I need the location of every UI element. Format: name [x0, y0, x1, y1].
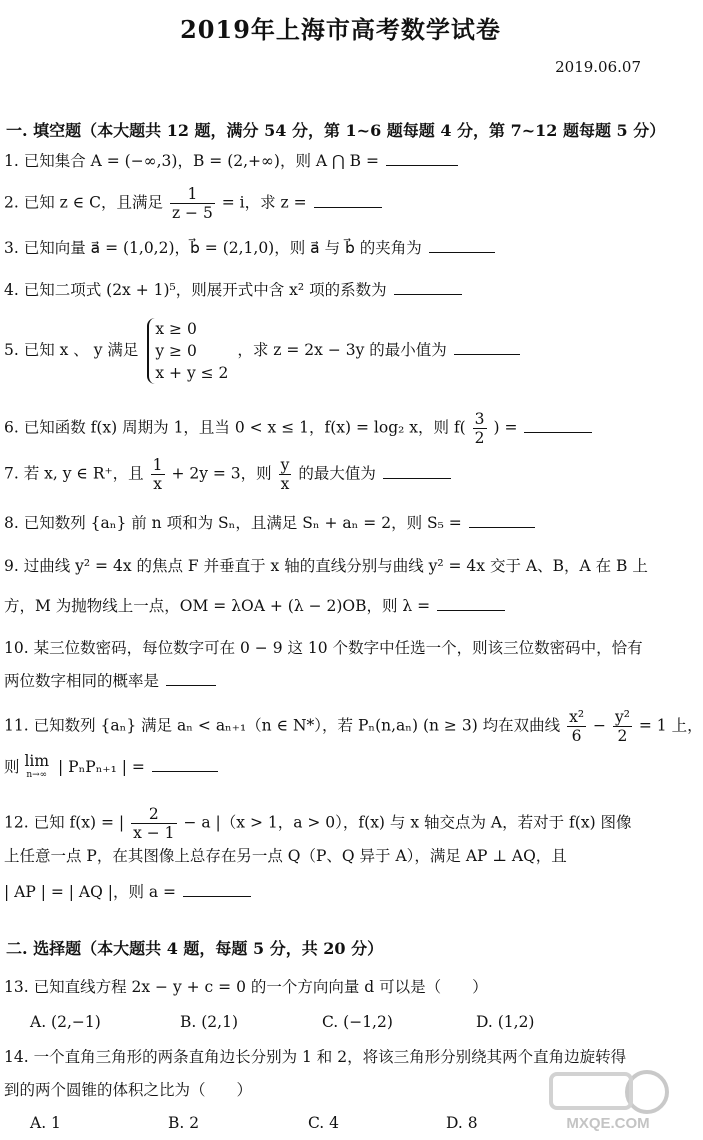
answer-blank-11 [152, 757, 218, 772]
answer-blank-1 [386, 151, 458, 166]
minus-sign: − [593, 716, 607, 735]
question-9-line-2 [4, 596, 505, 616]
fraction-numerator: y [280, 456, 290, 474]
question-12-line-3 [4, 882, 251, 902]
page-title: 2019年上海市高考数学试卷 [180, 15, 501, 44]
question-7 [4, 456, 451, 493]
q14-option-c: C. 4 [308, 1114, 340, 1132]
fraction-denominator: x [279, 474, 292, 493]
constraint: x + y ≤ 2 [155, 364, 229, 382]
question-11-text: 11. 已知数列 {aₙ} 满足 aₙ < aₙ₊₁（n ∈ N*），若 Pₙ(n,aₙ) (n ≥ 3) 均在双曲线 [4, 716, 561, 735]
answer-blank-12 [183, 882, 251, 897]
question-3-text: 3. 已知向量 a⃗ = (1,0,2)，b⃗ = (2,1,0)，则 a⃗ 与 b⃗ 的夹角为 [4, 239, 422, 257]
question-11-line-2 [4, 754, 218, 782]
question-12-text: 12. 已知 f(x) = | [4, 813, 125, 832]
q13-option-a: A. (2,−1) [30, 1013, 101, 1031]
question-8-text: 8. 已知数列 {aₙ} 前 n 项和为 Sₙ，且满足 Sₙ + aₙ = 2，则 S₅ = [4, 514, 462, 532]
question-5-text-end: ，求 z = 2x − 3y 的最小值为 [237, 341, 447, 359]
fraction-numerator: 1 [152, 456, 163, 474]
fraction-numerator: 2 [148, 805, 159, 823]
fraction-numerator: 3 [474, 410, 485, 428]
fraction [131, 805, 176, 842]
question-11-text: 则 [4, 758, 20, 776]
limit-operator [24, 754, 49, 782]
answer-blank-2 [314, 193, 382, 208]
question-14-line-1: 14. 一个直角三角形的两条直角边长分别为 1 和 2，将该三角形分别绕其两个直角边旋转得 [4, 1048, 627, 1066]
answer-blank-5 [454, 340, 520, 355]
constraint-system [147, 318, 228, 384]
question-8 [4, 513, 535, 533]
constraint: y ≥ 0 [155, 342, 197, 360]
fraction-denominator: x [151, 474, 165, 493]
q13-option-c: C. (−1,2) [322, 1013, 393, 1031]
section1-heading: 一. 填空题（本大题共 12 题，满分 54 分，第 1~6 题每题 4 分，第 7~12 题每题 5 分） [6, 121, 666, 140]
question-6-text: 6. 已知函数 f(x) 周期为 1，且当 0 < x ≤ 1，f(x) = log₂ x，则 f( [4, 418, 466, 437]
constraint: x ≥ 0 [155, 320, 197, 338]
limit-word: lim [24, 752, 50, 770]
answer-blank-10 [166, 671, 216, 686]
watermark-logo [543, 1064, 673, 1134]
fraction [279, 456, 292, 493]
question-10-line-1: 10. 某三位数密码，每位数字可在 0 − 9 这 10 个数字中任选一个，则该三位数密码中，恰有 [4, 639, 643, 657]
question-12-text-end: − a |（x > 1，a > 0），f(x) 与 x 轴交点为 A，若对于 f(x) 图像 [183, 813, 632, 832]
question-12-text: | AP | = | AQ |，则 a = [4, 883, 177, 901]
fraction-denominator: 2 [613, 726, 632, 745]
question-12-line-2: 上任意一点 P，在其图像上总存在另一点 Q（P、Q 异于 A），满足 AP ⊥ AQ，且 [4, 847, 567, 865]
question-10-text: 两位数字相同的概率是 [4, 672, 160, 690]
question-7-text-mid: + 2y = 3，则 [171, 464, 272, 483]
question-9-text: 方，M 为抛物线上一点，OM = λOA + (λ − 2)OB，则 λ = [4, 597, 431, 615]
question-11-line-1 [4, 708, 703, 745]
q13-option-b: B. (2,1) [180, 1013, 238, 1031]
question-4-text: 4. 已知二项式 (2x + 1)⁵，则展开式中含 x² 项的系数为 [4, 281, 387, 299]
fraction-numerator: 1 [187, 185, 198, 203]
question-13: 13. 已知直线方程 2x − y + c = 0 的一个方向向量 d 可以是（ ） [4, 978, 488, 996]
answer-blank-9 [437, 596, 505, 611]
question-10-line-2 [4, 671, 216, 691]
fraction-numerator: x² [569, 708, 585, 726]
watermark-text: MXQE.COM [566, 1115, 650, 1132]
fraction [613, 708, 632, 745]
question-4 [4, 280, 462, 300]
question-7-text: 7. 若 x, y ∈ R⁺，且 [4, 464, 144, 483]
fraction [473, 410, 487, 447]
q14-option-a: A. 1 [30, 1114, 61, 1132]
question-2-text-end: = i，求 z = [221, 193, 307, 212]
fraction-denominator: x − 1 [133, 824, 175, 842]
answer-blank-6 [524, 418, 592, 433]
watermark-mark-icon [551, 1074, 631, 1108]
question-6-text-end: ) = [493, 418, 518, 437]
question-6 [4, 410, 592, 447]
fraction-numerator: y² [614, 708, 630, 726]
question-9-line-1: 9. 过曲线 y² = 4x 的焦点 F 并垂直于 x 轴的直线分别与曲线 y² = 4x 交于 A、B，A 在 B 上 [4, 557, 648, 575]
question-5-text: 5. 已知 x 、 y 满足 [4, 341, 139, 359]
q14-option-d: D. 8 [446, 1114, 478, 1132]
fraction [567, 708, 586, 745]
fraction [170, 185, 215, 222]
question-1-text: 1. 已知集合 A = (−∞,3)，B = (2,+∞)，则 A ⋂ B = [4, 152, 379, 170]
question-3 [4, 238, 495, 258]
question-5 [4, 318, 520, 384]
fraction-denominator: z − 5 [171, 204, 213, 222]
limit-subscript: n→∞ [26, 770, 48, 780]
question-7-text-end: 的最大值为 [298, 464, 376, 483]
question-2 [4, 185, 382, 222]
q14-option-b: B. 2 [168, 1114, 200, 1132]
question-14-line-2: 到的两个圆锥的体积之比为（ ） [4, 1081, 253, 1099]
question-2-text: 2. 已知 z ∈ C，且满足 [4, 193, 163, 212]
question-12-line-1 [4, 805, 632, 842]
section2-heading: 二. 选择题（本大题共 4 题，每题 5 分，共 20 分） [6, 939, 384, 958]
answer-blank-3 [429, 238, 495, 253]
exam-date: 2019.06.07 [555, 58, 641, 76]
question-11-text-end: = 1 上， [638, 716, 703, 735]
question-1 [4, 151, 458, 171]
fraction-denominator: 6 [567, 726, 586, 745]
fraction [151, 456, 165, 493]
fraction-denominator: 2 [474, 429, 485, 447]
q13-option-d: D. (1,2) [476, 1013, 535, 1031]
answer-blank-8 [469, 513, 535, 528]
question-11-text-end: | PₙPₙ₊₁ | = [58, 758, 145, 776]
answer-blank-7 [383, 464, 451, 479]
answer-blank-4 [394, 280, 462, 295]
